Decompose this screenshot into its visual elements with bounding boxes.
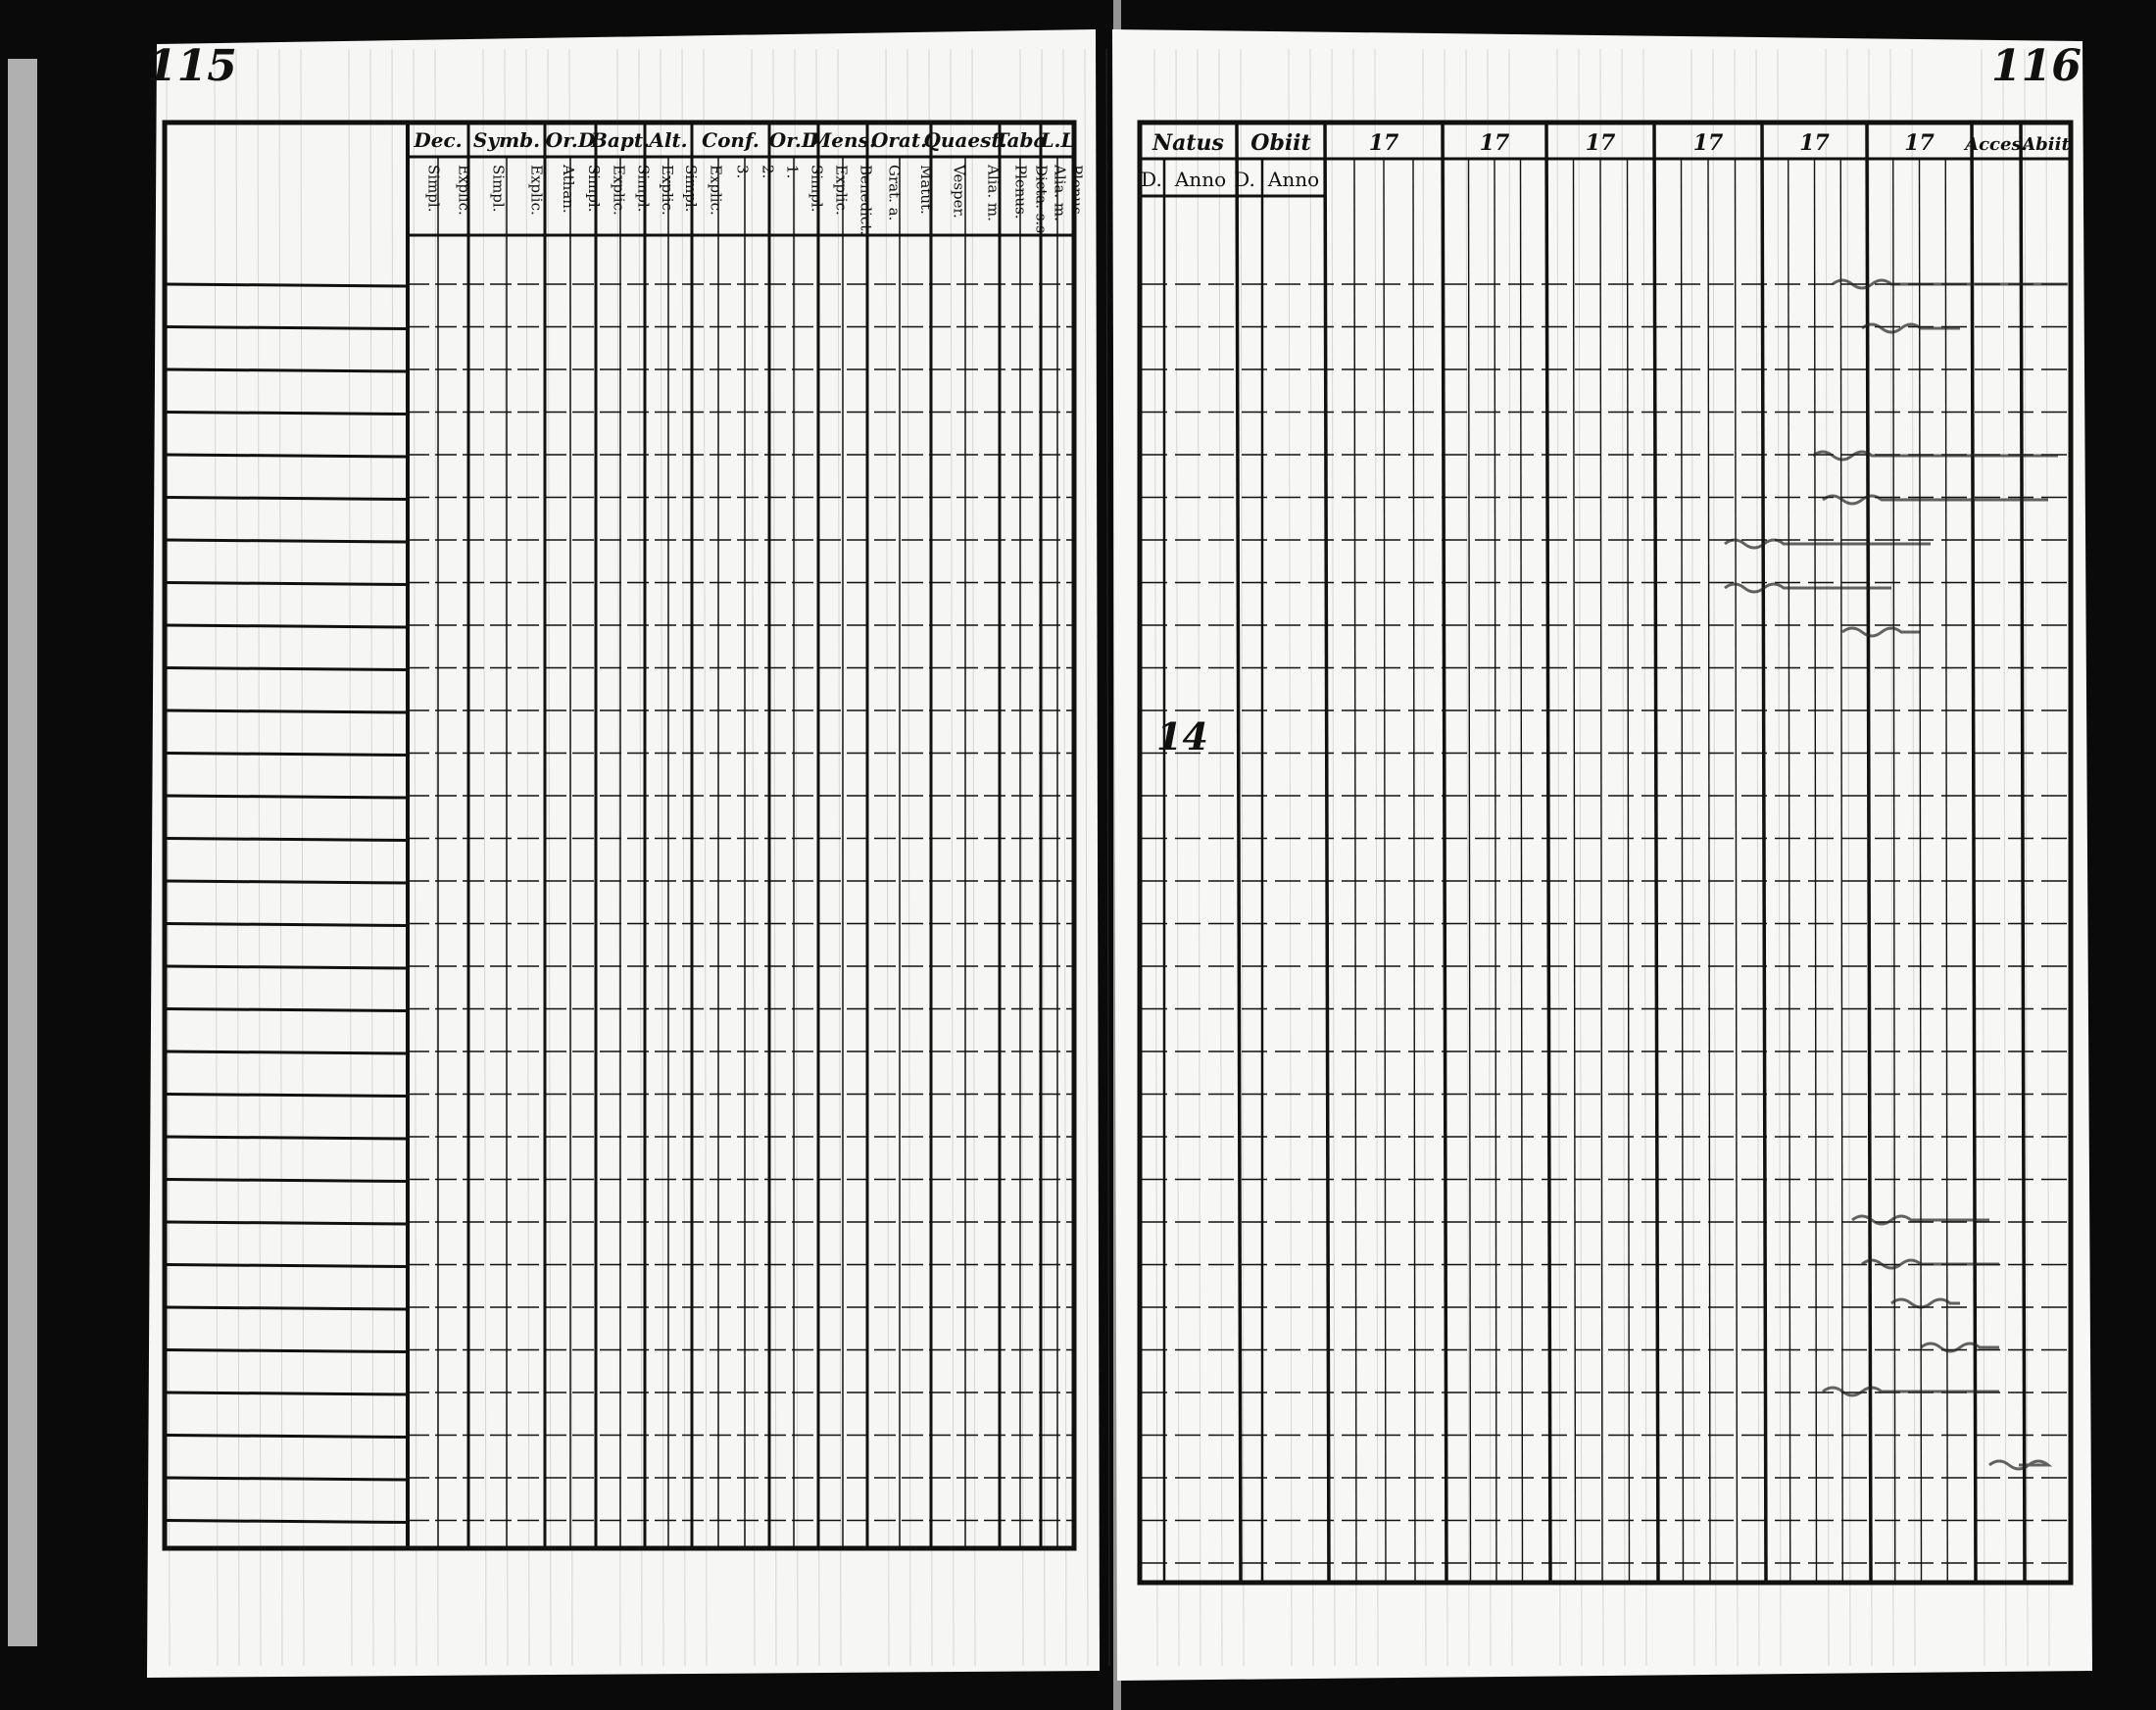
left-column-header: Or.D xyxy=(545,128,596,152)
left-column-header: L.L xyxy=(1040,128,1075,152)
left-column-subheader: Athan. xyxy=(560,165,577,214)
right-column-subheader: D. xyxy=(1234,168,1255,191)
right-column-subheader: Anno xyxy=(1174,168,1227,191)
left-column-subheader: Plenus. xyxy=(1011,165,1030,220)
left-column-subheader: 1. xyxy=(783,165,802,179)
left-column-subheader: Explic. xyxy=(610,165,628,216)
left-column-subheader: Simpl. xyxy=(585,165,603,213)
page-number-right: 116 xyxy=(1991,41,2082,91)
left-column-subheader: Explic. xyxy=(707,165,725,216)
left-column-header: Mens. xyxy=(809,128,876,152)
right-column-header: Acces. xyxy=(1965,134,2028,155)
right-column-header: Natus xyxy=(1152,130,1224,156)
left-column-header: Bapt. xyxy=(590,128,651,152)
natus-entry-mark: 14 xyxy=(1156,714,1208,758)
right-column-subheader: Anno xyxy=(1267,168,1320,191)
right-column-subheader: D. xyxy=(1141,168,1162,191)
right-column-header: 17 xyxy=(1368,130,1399,156)
left-column-subheader: Alia. m. xyxy=(984,165,1003,221)
left-column-header: Conf. xyxy=(702,128,760,152)
left-column-subheader: Matut. xyxy=(917,165,935,215)
left-column-subheader: 2. xyxy=(759,165,777,179)
left-column-header: Taba xyxy=(994,128,1047,152)
left-column-subheader: Plenus. xyxy=(1067,165,1086,220)
right-column-header: Abiit xyxy=(2022,134,2070,155)
right-column-header: 17 xyxy=(1799,130,1830,156)
right-column-header: 17 xyxy=(1904,130,1935,156)
right-column-header: Obiit xyxy=(1250,130,1311,156)
left-column-subheader: Simpl. xyxy=(424,165,443,213)
left-column-subheader: Vesper. xyxy=(950,165,968,219)
left-column-header: Symb. xyxy=(472,128,541,152)
left-page xyxy=(147,29,1100,1678)
left-column-subheader: Explic. xyxy=(832,165,851,216)
left-column-subheader: Explic. xyxy=(455,165,473,216)
left-column-subheader: Alia. m. xyxy=(1051,165,1069,221)
left-column-subheader: Dicta. s.s. xyxy=(1032,165,1051,238)
left-column-header: Quaest. xyxy=(923,128,1007,152)
left-column-subheader: Simpl. xyxy=(634,165,653,213)
left-column-header: Orat. xyxy=(870,128,928,152)
right-column-header: 17 xyxy=(1692,130,1724,156)
left-column-subheader: Explic. xyxy=(527,165,546,216)
right-column-header: 17 xyxy=(1585,130,1616,156)
left-column-header: Or.D xyxy=(768,128,819,152)
left-column-subheader: Explic. xyxy=(659,165,676,216)
left-column-header: Dec. xyxy=(414,128,463,152)
left-column-subheader: Benedict. xyxy=(857,165,875,236)
right-column-header: 17 xyxy=(1479,130,1510,156)
left-column-subheader: Simpl. xyxy=(682,165,700,213)
left-column-subheader: Simpl. xyxy=(489,165,508,213)
left-column-header: Alt. xyxy=(649,128,688,152)
page-number-left: 115 xyxy=(147,41,237,91)
left-column-subheader: Grat. a. xyxy=(885,165,904,221)
left-column-subheader: 3. xyxy=(733,165,752,179)
left-column-subheader: Simpl. xyxy=(808,165,826,213)
